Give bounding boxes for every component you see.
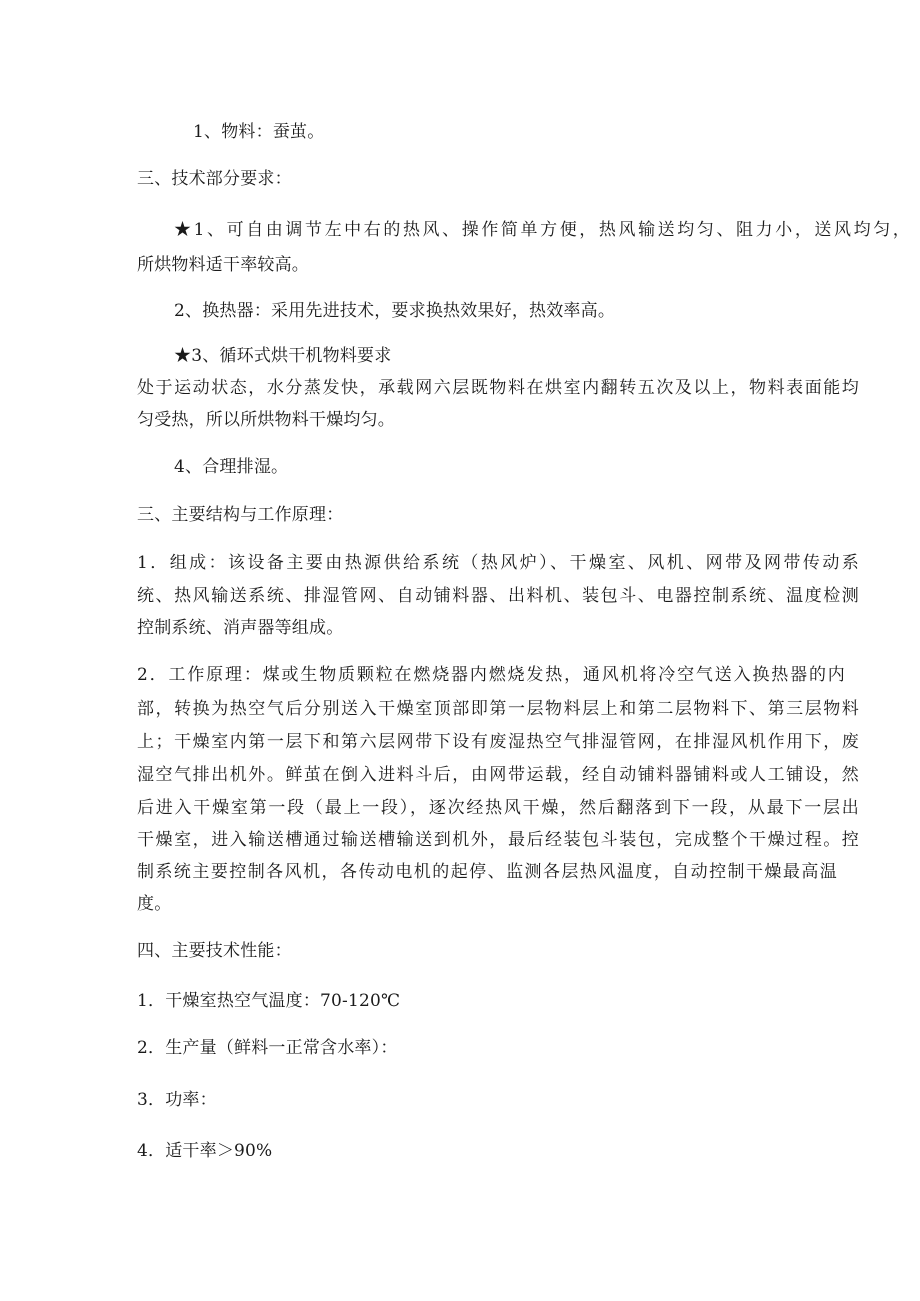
principle-line-4: 湿空气排出机外。鲜茧在倒入进料斗后，由网带运载，经自动铺料器铺料或人工铺设，然 [137,765,859,785]
requirement-4-dehumidify: 4、合理排湿。 [174,457,289,477]
performance-power: 3．功率： [137,1090,217,1110]
composition-line-1: 1．组成：该设备主要由热源供给系统（热风炉）、干燥室、风机、网带及网带传动系 [137,553,859,573]
requirement-1-line-2: 所烘物料适干率较高。 [137,255,309,275]
principle-line-2: 部，转换为热空气后分别送入干燥室顶部即第一层物料层上和第二层物料下、第三层物料 [137,699,859,719]
principle-line-8: 度。 [137,894,172,914]
principle-line-5: 后进入干燥室第一段（最上一段），逐次经热风干燥，然后翻落到下一段，从最下一层出 [137,798,859,818]
composition-line-3: 控制系统、消声器等组成。 [137,618,344,638]
material-line: 1、物料：蚕茧。 [193,122,325,142]
requirement-1-line-1: ★1、可自由调节左中右的热风、操作简单方便，热风输送均匀、阻力小，送风均匀， [174,220,910,240]
requirement-3-title: ★3、循环式烘干机物料要求 [174,346,392,366]
principle-line-1: 2．工作原理：煤或生物质颗粒在燃烧器内燃烧发热，通风机将冷空气送入换热器的内 [137,665,845,685]
requirement-2-heat-exchanger: 2、换热器：采用先进技术，要求换热效果好，热效率高。 [174,301,616,321]
requirement-3-line-1: 处于运动状态，水分蒸发快，承载网六层既物料在烘室内翻转五次及以上，物料表面能均 [137,378,859,398]
section-heading-performance: 四、主要技术性能： [137,941,292,961]
performance-output: 2．生产量（鲜料一正常含水率）： [137,1038,398,1058]
performance-temperature: 1．干燥室热空气温度：70-120℃ [137,991,401,1011]
principle-line-3: 上；干燥室内第一层下和第六层网带下设有废湿热空气排湿管网，在排湿风机作用下，废 [137,732,859,752]
principle-line-6: 干燥室，进入输送槽通过输送槽输送到机外，最后经装包斗装包，完成整个干燥过程。控 [137,830,859,850]
requirement-3-line-2: 匀受热，所以所烘物料干燥均匀。 [137,410,395,430]
section-heading-structure-principle: 三、主要结构与工作原理： [137,505,344,525]
principle-line-7: 制系统主要控制各风机，各传动电机的起停、监测各层热风温度，自动控制干燥最高温 [137,862,837,882]
composition-line-2: 统、热风输送系统、排湿管网、自动铺料器、出料机、装包斗、电器控制系统、温度检测 [137,586,859,606]
section-heading-technical-requirements: 三、技术部分要求： [137,169,292,189]
performance-dry-rate: 4．适干率＞90% [137,1141,273,1161]
